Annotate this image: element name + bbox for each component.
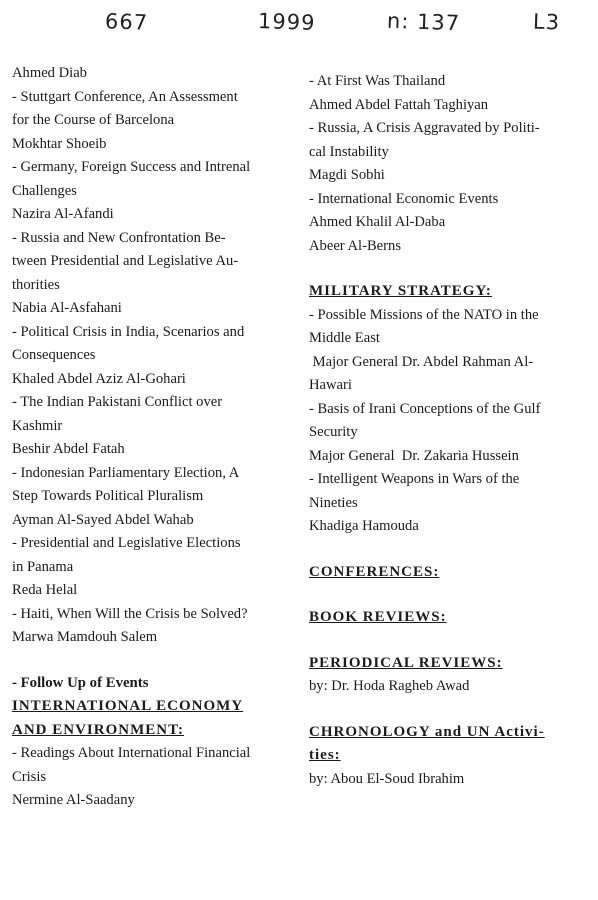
left-line: Marwa Mamdouh Salem [12, 629, 158, 645]
spacer [309, 630, 579, 652]
military-line: Major General Dr. Abdel Rahman Al- [309, 353, 534, 370]
handwritten-ref-number: 667 [104, 9, 149, 35]
left-line: - Russia and New Confrontation Be- [12, 229, 226, 246]
chronology-heading-line1: CHRONOLOGY and UN Activi- [309, 723, 545, 740]
handwritten-issue: n: 137 [386, 8, 461, 36]
right-line: - International Economic Events [309, 190, 499, 207]
military-line: - Intelligent Weapons in Wars of the [309, 471, 520, 487]
left-line: Nazira Al-Afandi [12, 206, 114, 222]
left-line: Ahmed Diab [12, 65, 87, 81]
left-line: Step Towards Political Pluralism [12, 488, 204, 504]
spacer [309, 584, 579, 606]
left-line: - The Indian Pakistani Conflict over [12, 394, 223, 410]
left-line: in Panama [12, 558, 74, 575]
chronology-heading-line2: ties: [309, 747, 341, 763]
military-line: Hawari [309, 377, 352, 393]
left-line: - Stuttgart Conference, An Assessment [12, 88, 238, 105]
left-line: thorities [12, 276, 60, 293]
right-line: cal Instability [309, 143, 389, 160]
handwritten-year: 1999 [257, 9, 316, 35]
left-line: Khaled Abdel Aziz Al-Gohari [12, 370, 186, 387]
intl-economy-line: Nermine Al-Saadany [12, 792, 135, 808]
military-line: - Basis of Irani Conceptions of the Gulf [309, 400, 541, 417]
right-line: Magdi Sobhi [309, 167, 385, 183]
right-line: - Russia, A Crisis Aggravated by Politi- [309, 120, 540, 136]
intl-economy-heading-line2: AND ENVIRONMENT: [12, 721, 184, 738]
left-line: Reda Helal [12, 582, 78, 598]
spacer [12, 650, 280, 672]
periodical-reviews-heading: PERIODICAL REVIEWS: [309, 654, 503, 671]
left-line: for the Course of Barcelona [12, 112, 175, 128]
military-line: Nineties [309, 494, 358, 511]
military-line: Middle East [309, 330, 380, 346]
left-column [12, 62, 280, 813]
left-line: Ayman Al-Sayed Abdel Wahab [12, 511, 194, 528]
military-line: Khadiga Hamouda [309, 518, 419, 534]
intl-economy-heading-line1: INTERNATIONAL ECONOMY [12, 698, 244, 714]
military-line: Major General Dr. Zakaria Hussein [309, 447, 519, 464]
military-line: - Possible Missions of the NATO in the [309, 306, 539, 323]
periodical-reviews-author: by: Dr. Hoda Ragheb Awad [309, 678, 470, 694]
conferences-heading: CONFERENCES: [309, 563, 440, 580]
right-line: Ahmed Abdel Fattah Taghiyan [309, 96, 489, 113]
book-reviews-heading: BOOK REVIEWS: [309, 609, 447, 625]
military-line: Security [309, 424, 358, 440]
left-line: - Political Crisis in India, Scenarios and [12, 323, 245, 340]
spacer [309, 258, 579, 280]
left-line: Mokhtar Shoeib [12, 135, 107, 152]
intl-economy-line: Crisis [12, 768, 47, 785]
spacer [309, 539, 579, 561]
chronology-author: by: Abou El-Soud Ibrahim [309, 770, 465, 787]
right-line: Abeer Al-Berns [309, 237, 401, 254]
follow-up-heading: - Follow Up of Events [12, 674, 149, 691]
left-line: Kashmir [12, 417, 63, 434]
spacer [309, 699, 579, 721]
right-line: Ahmed Khalil Al-Daba [309, 214, 446, 230]
handwritten-code: L3 [532, 9, 561, 35]
left-line: Challenges [12, 182, 77, 199]
left-line: - Presidential and Legislative Elections [12, 535, 241, 551]
right-column [309, 70, 579, 791]
left-line: - Haiti, When Will the Crisis be Solved? [12, 605, 248, 622]
right-line: - At First Was Thailand [309, 73, 446, 89]
intl-economy-line: - Readings About International Financial [12, 745, 251, 761]
left-line: Nabia Al-Asfahani [12, 300, 122, 316]
left-line: Beshir Abdel Fatah [12, 441, 125, 457]
left-line: tween Presidential and Legislative Au- [12, 253, 239, 269]
military-strategy-heading: MILITARY STRATEGY: [309, 283, 492, 299]
left-line: Consequences [12, 347, 96, 363]
left-line: - Indonesian Parliamentary Election, A [12, 464, 240, 481]
left-line: - Germany, Foreign Success and Intrenal [12, 159, 251, 175]
